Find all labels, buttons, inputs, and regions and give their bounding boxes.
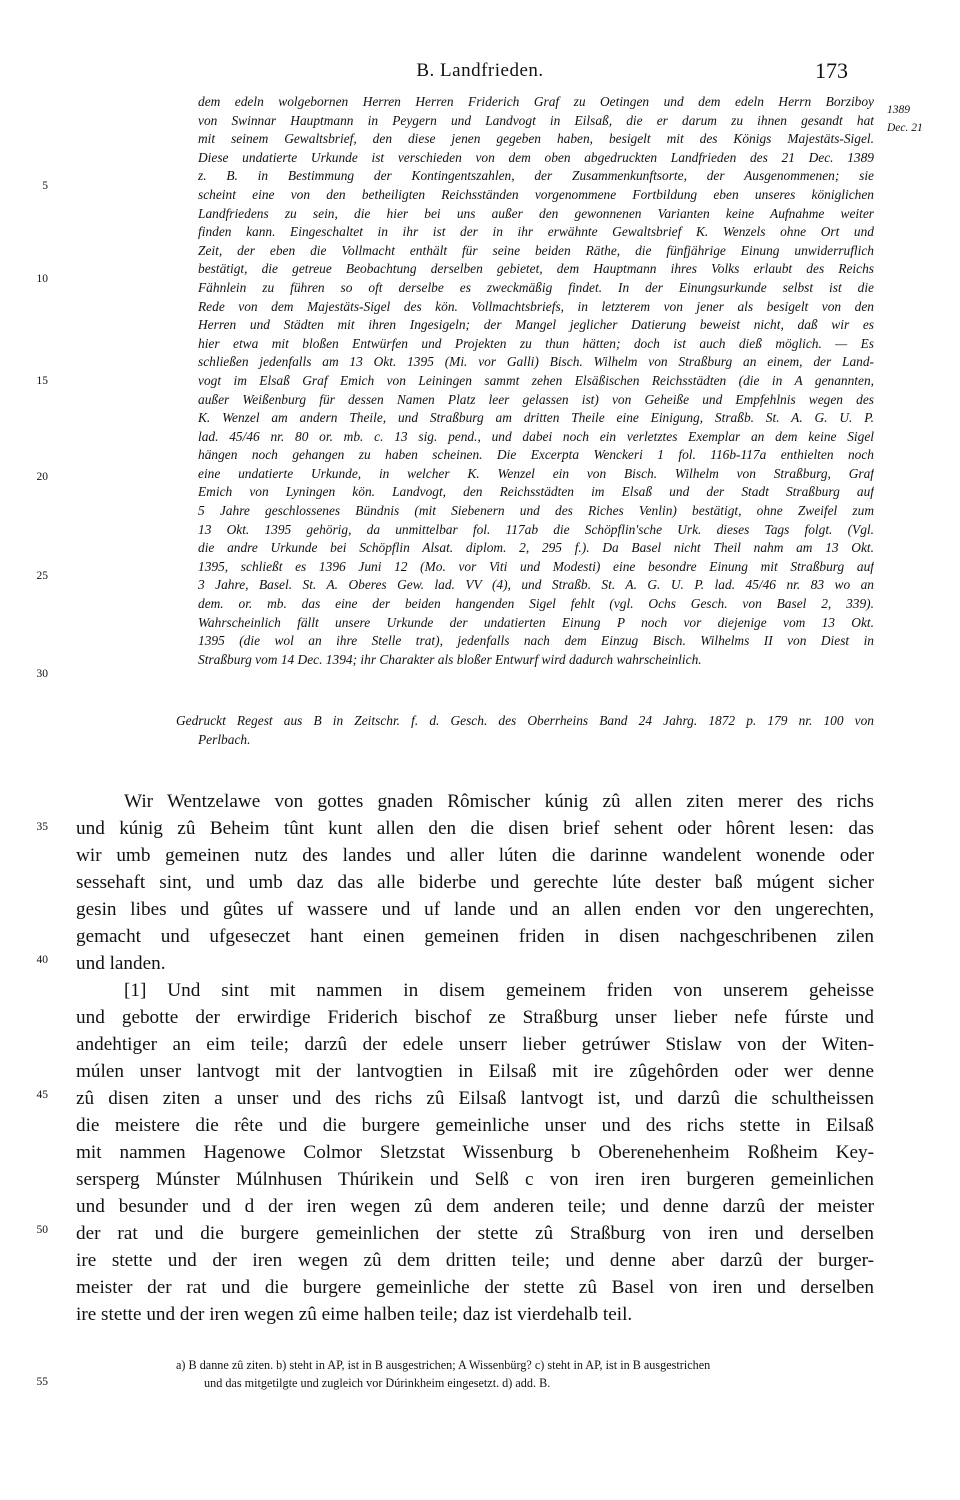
line-number: 10 <box>36 273 48 285</box>
commentary-line: eine undatierte Urkunde, in welcher K. Wenzel ein von Bisch. Wilhelm von Straßburg, Graf <box>198 465 874 481</box>
commentary-line: Rede von dem Majestäts-Sigel des kön. Vollmachtsbriefs, in letzterem von jener als besigelt von den <box>198 298 874 314</box>
charter-line: gesin libes und gûtes uf wassere und uf lande und an allen enden vor den ungerechten, <box>76 899 874 920</box>
footnotes <box>176 1356 876 1392</box>
commentary-line: 13 Okt. 1395 gehörig, da unmittelbar fol. 117ab die Schöpflin'sche Urk. dieses Tags folgt. (Vgl. <box>198 521 874 537</box>
commentary-line: 5 Jahre geschlossenes Bündnis (mit Siebenern und des Riches Venlin) bestätigt, ohne Zweifel zum <box>198 503 874 519</box>
charter-line: Wir Wentzelawe von gottes gnaden Rômischer kúnig zû allen ziten merer des richs <box>124 791 874 812</box>
printed-regest <box>176 712 874 749</box>
line-number: 35 <box>36 821 48 833</box>
charter-line: und landen. <box>76 953 166 974</box>
commentary-line: Emich von Lyningen kön. Landvogt, den Reichsstädten im Elsaß und der Stadt Straßburg auf <box>198 484 874 500</box>
commentary-line: Herren und Städten mit ihren Ingesigeln; der Mangel jeglicher Datierung beweist nicht, daß wir es <box>198 317 874 333</box>
commentary-line: Wahrscheinlich fällt unsere Urkunde der undatierten Einung P noch vor diejenige vom 13 Okt. <box>198 614 874 630</box>
page-number: 173 <box>815 58 848 83</box>
commentary-line: 3 Jahre, Basel. St. A. Oberes Gew. lad. VV (4), und Straßb. St. A. G. U. P. lad. 45/46 nr. 83 wo an <box>198 577 874 593</box>
charter-line: wir umb gemeinen nutz des landes und aller lúten die darinne wandelent wonende oder <box>76 845 874 866</box>
charter-line: und gebotte der erwirdige Friderich bischof ze Straßburg unser lieber nefe fúrste und <box>76 1007 874 1028</box>
commentary-line: Landfriedens zu sein, die hier bei uns außer den gewonnenen Varianten keine Aufnahme weiter <box>198 205 874 221</box>
charter-line: und besunder und d der iren wegen zû dem anderen teile; und denne darzû der meister <box>76 1196 874 1217</box>
commentary-line: dem. or. mb. das eine der beiden hangenden Sigel fehlt (vgl. Ochs Gesch. von Basel 2, 339). <box>198 596 874 612</box>
footnote-line: und das mitgetilgte und zugleich vor Dúrinkheim eingesetzt. d) add. B. <box>204 1376 551 1390</box>
charter-line: mit nammen Hagenowe Colmor Sletzstat Wissenburg b Oberenehenheim Roßheim Key- <box>76 1142 874 1163</box>
footnote-line: a) B danne zû ziten. b) steht in AP, ist in B ausgestrichen; A Wissenbürg? c) steht in AP, ist in B ausgestrichen <box>176 1358 711 1372</box>
margin-date: Dec. 21 <box>887 122 923 134</box>
commentary-line: Diese undatierte Urkunde ist verschieden von dem oben abgedruckten Landfrieden des 21 Dec. 1389 <box>198 149 874 165</box>
charter-line: múlen unser lantvogt mit der lantvogtien in Eilsaß mit ire zûgehôrden oder wer denne <box>76 1061 874 1082</box>
commentary-line: lad. 45/46 nr. 80 or. mb. c. 13 sig. pend., und dabei noch ein verletztes Exemplar an dem keine Sigel <box>198 428 874 444</box>
commentary-line: die andre Urkunde bei Schöpflin Alsat. diplom. 2, 295 f.). Da Basel nicht Theil nahm am 13 Okt. <box>198 540 874 556</box>
commentary-line: vogt im Elsaß Graf Emich von Leiningen sammt zehen Elsäßischen Reichsstädten (die in A genannten, <box>198 372 874 388</box>
charter-line: sersperg Múnster Múlnhusen Thúrikein und Selß c von iren iren burgeren gemeinlichen <box>76 1169 874 1190</box>
commentary-line: schließen jedenfalls am 13 Okt. 1395 (Mi. vor Galli) Bisch. Wilhelm von Straßburg an einem, der Land- <box>198 354 874 370</box>
line-number: 5 <box>42 180 48 192</box>
commentary-block <box>198 93 874 669</box>
charter-line: gemacht und ufgeseczet hant einen gemeinen friden in disen nachgeschribenen zilen <box>76 926 874 947</box>
commentary-line: dem edeln wolgebornen Herren Herren Friderich Graf zu Oetingen und dem edeln Herrn Borziboy <box>198 94 874 109</box>
margin-year: 1389 <box>887 104 910 116</box>
charter-line: zû disen ziten a unser und des richs zû Eilsaß lantvogt ist, und darzû die schultheissen <box>76 1088 874 1109</box>
line-number: 55 <box>36 1376 48 1388</box>
commentary-line: Zeit, der eben die Vollmacht enthält für seine beiden Räthe, die fünfjährige Einung unwiderruflich <box>198 242 874 258</box>
charter-line: andehtiger an eim teile; darzû der edele unserr lieber getrúwer Stislaw von der Witen- <box>76 1034 874 1055</box>
commentary-line: Straßburg vom 14 Dec. 1394; ihr Charakter als bloßer Entwurf wird dadurch wahrscheinlich. <box>198 651 702 667</box>
charter-line: ire stette und der iren wegen zû dem dritten teile; und denne aber darzû der burger- <box>76 1250 874 1271</box>
running-header-title: B. Landfrieden. <box>416 60 544 81</box>
commentary-line: z. B. in Bestimmung der Kontingentszahlen, der Zusammenkunftsorte, der Ausgenommenen; sie <box>198 168 874 184</box>
line-number: 40 <box>36 954 48 966</box>
commentary-line: hier etwa mit bloßen Entwürfen und Projekten zu thun hätten; doch ist auch dieß möglich. — Es <box>198 335 874 351</box>
charter-line: [1] Und sint mit nammen in disem gemeinem friden von unserem geheisse <box>124 980 874 1001</box>
commentary-line: 1395, schließt es 1396 Juni 12 (Mo. vor Viti und Modesti) eine besondre Einung mit Straßburg auf <box>198 558 874 574</box>
commentary-line: K. Wenzel am andern Theile, und Straßburg am dritten Theile eine Einigung, Straßb. St. A. G. U. P. <box>198 410 874 426</box>
charter-line: sessehaft sint, und umb daz das alle biderbe und gerechte lúte dester baß múgent sicher <box>76 872 874 893</box>
printed-regest-line: Perlbach. <box>198 731 251 747</box>
line-number: 50 <box>36 1224 48 1236</box>
commentary-line: hängen noch gehangen zu haben scheinen. Die Excerpta Wenckeri 1 fol. 116b-117a enthielten noch <box>198 447 874 463</box>
line-number: 25 <box>36 570 48 582</box>
line-number: 15 <box>36 375 48 387</box>
charter-text <box>76 788 874 1328</box>
charter-line: die meistere die rête und die burgere gemeinliche unser und des richs stette in Eilsaß <box>76 1115 874 1136</box>
line-number: 45 <box>36 1089 48 1101</box>
charter-line: und kúnig zû Beheim tûnt kunt allen den die disen brief sehent oder hôrent lesen: das <box>76 818 874 839</box>
commentary-line: außer Weißenburg für dessen Namen Platz leer gelassen ist) von Geheiße und Empfehlnis wegen des <box>198 391 874 407</box>
charter-line: ire stette und der iren wegen zû eime halben teile; daz ist vierdehalb teil. <box>76 1304 633 1325</box>
commentary-line: bestätigt, die getreue Beobachtung derselben gebietet, dem Hauptmann ihres Volks erlaubt des Reichs <box>198 261 874 277</box>
line-number: 30 <box>36 668 48 680</box>
line-number: 20 <box>36 471 48 483</box>
charter-line: der rat und die burgere gemeinlichen der stette zû Straßburg von iren und derselben <box>76 1223 874 1244</box>
commentary-line: 1395 (die wol an ihre Stelle trat), jedenfalls nach dem Einzug Bisch. Wilhelms II von Diest in <box>198 633 874 649</box>
commentary-line: finden kann. Eingeschaltet in ihr ist der in ihr erwähnte Gewaltsbrief K. Wenzels ohne Ort und <box>198 224 874 240</box>
commentary-line: mit seinem Gewaltsbrief, den diese jenen gegeben haben, besigelt mit des Königs Majestäts-Sigel. <box>198 131 874 147</box>
printed-regest-line: Gedruckt Regest aus B in Zeitschr. f. d. Gesch. des Oberrheins Band 24 Jahrg. 1872 p. 179 nr. 100 von <box>176 713 874 728</box>
commentary-line: scheint eine von den betheiligten Reichsständen vorgenommene Fortbildung eben unseres königlichen <box>198 186 874 202</box>
charter-line: meister der rat und die burgere gemeinliche der stette zû Basel von iren und derselben <box>76 1277 874 1298</box>
commentary-line: Fähnlein zu führen so oft derselbe es zweckmäßig findet. In der Einungsurkunde selbst ist die <box>198 279 874 295</box>
commentary-line: von Swinnar Hauptmann in Peygern und Landvogt in Eilsaß, die er darum zu ihnen gesandt hat <box>198 112 874 128</box>
